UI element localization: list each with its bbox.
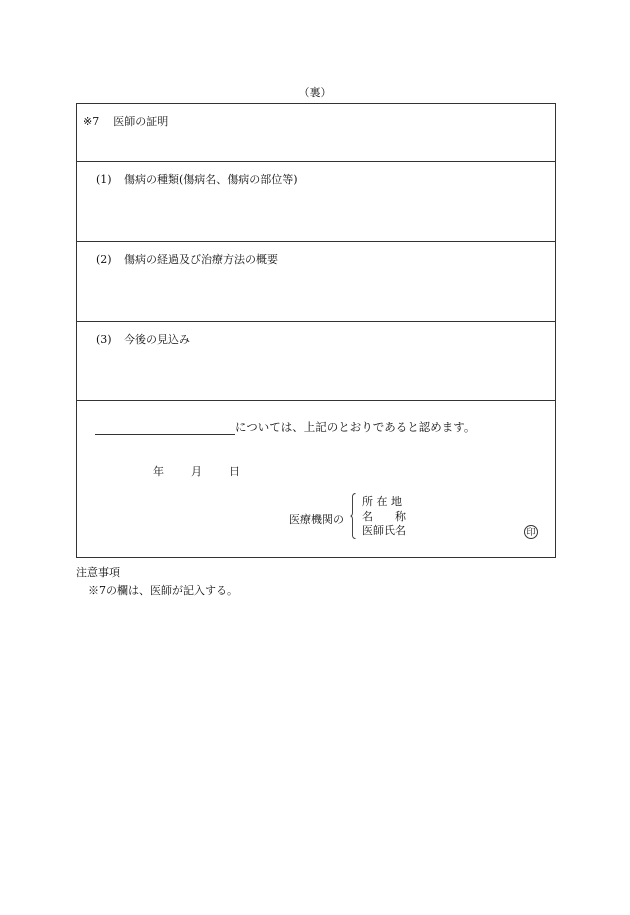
institution-name-label: 名 称 <box>362 509 406 523</box>
item-treatment-field[interactable] <box>77 242 555 322</box>
patient-name-blank[interactable] <box>95 422 235 435</box>
page-heading: （裏） <box>298 86 332 99</box>
date-day-label: 日 <box>229 465 240 478</box>
item-diagnosis-field[interactable] <box>77 162 555 242</box>
seal-icon: 印 <box>524 525 538 539</box>
doctor-name-label: 医師氏名 <box>362 524 406 537</box>
section-title-text: 医師の証明 <box>113 115 169 128</box>
institution-address-label: 所 在 地 <box>362 495 402 508</box>
institution-fields <box>362 495 406 539</box>
certification-statement-row <box>95 419 475 435</box>
item-number: (2) <box>96 253 112 266</box>
institution-label: 医療機関の <box>289 513 344 526</box>
date-year-label: 年 <box>153 465 164 478</box>
item-text: 傷病の経過及び治療方法の概要 <box>124 253 278 266</box>
item-label <box>96 171 298 187</box>
item-label <box>96 331 190 347</box>
item-label <box>96 251 278 267</box>
date-row <box>153 463 240 479</box>
notes-item: ※7の欄は、医師が記入する。 <box>88 584 238 597</box>
date-month-label: 月 <box>191 465 202 478</box>
section-title <box>83 113 168 129</box>
doctor-certificate-form <box>76 103 556 558</box>
certification-section <box>77 401 555 557</box>
notes-heading: 注意事項 <box>76 566 120 579</box>
item-text: 傷病の種類(傷病名、傷病の部位等) <box>124 173 298 186</box>
section-title-row <box>77 104 555 162</box>
certification-statement: については、上記のとおりであると認めます。 <box>235 420 476 434</box>
item-text: 今後の見込み <box>124 333 190 346</box>
brace-icon <box>350 493 356 539</box>
item-number: (3) <box>96 333 112 346</box>
item-number: (1) <box>96 173 112 186</box>
item-prognosis-field[interactable] <box>77 322 555 401</box>
section-mark: ※7 <box>83 115 100 128</box>
